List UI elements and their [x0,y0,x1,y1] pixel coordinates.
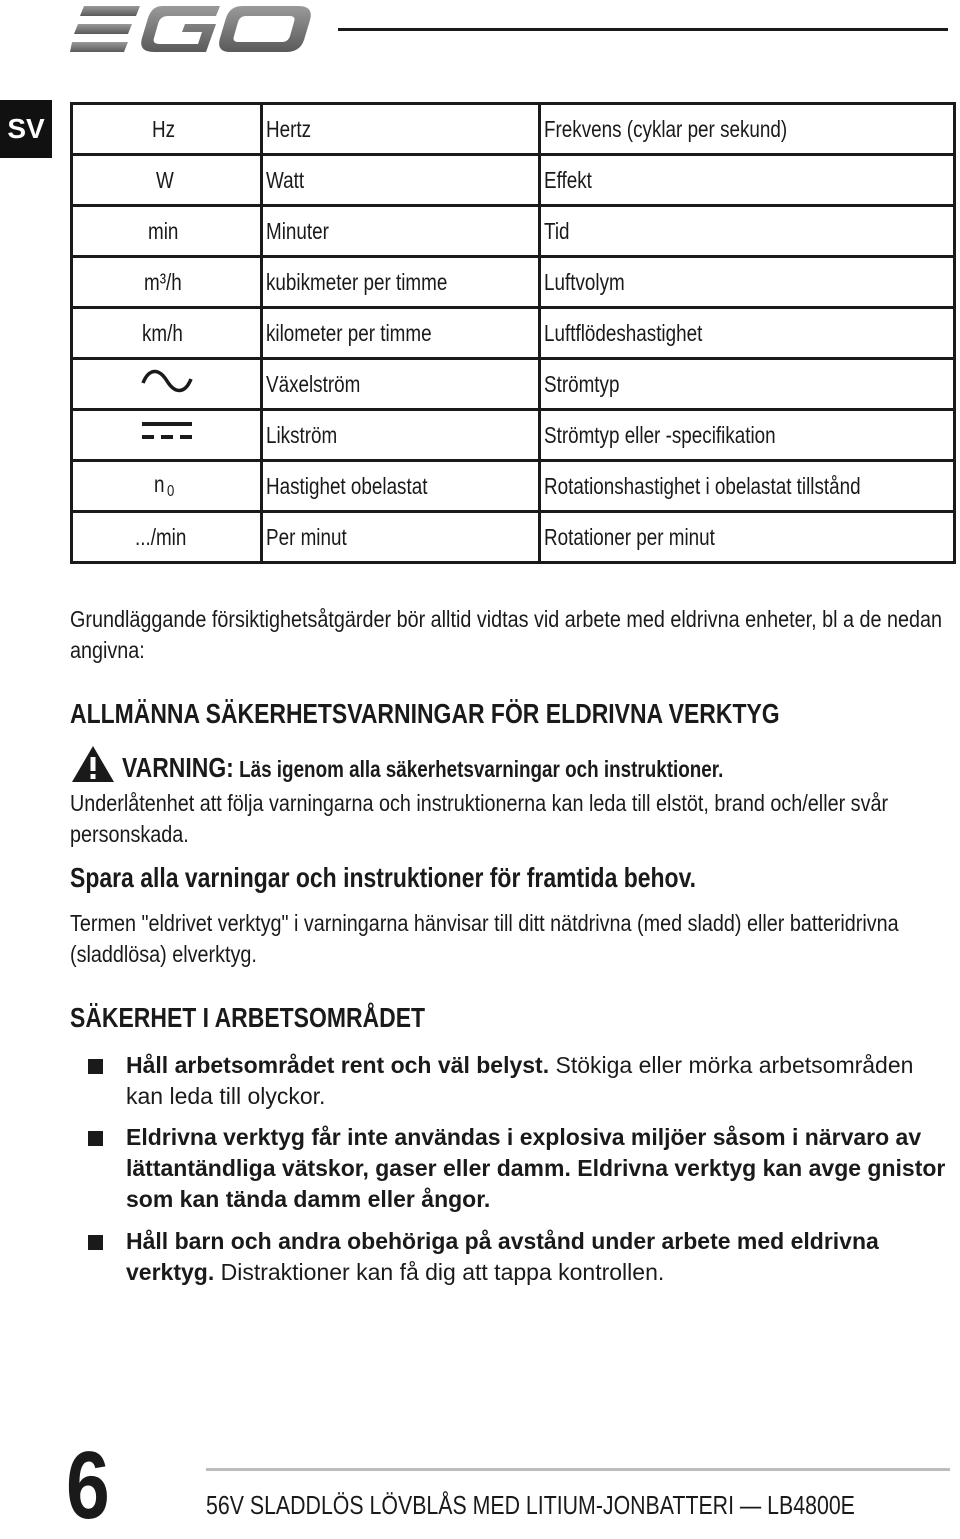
table-row [72,104,955,155]
unit-symbol: W [72,155,262,206]
unit-description: Luftvolym [540,257,955,308]
units-table [70,102,956,564]
unit-description: Rotationshastighet i obelastat tillstånd [540,461,955,512]
direct-current-icon [140,419,194,451]
table-row [72,359,955,410]
unit-symbol: .../min [72,512,262,563]
intro-paragraph: Grundläggande försiktighetsåtgärder bör alltid vidtas vid arbete med eldrivna enheter, bl a de nedan angivna: [70,606,942,663]
alternating-current-icon [140,366,194,402]
list-item: Eldrivna verktyg får inte användas i explosiva miljöer såsom i närvaro av lättantändliga vätskor, gaser eller damm. Eldrivna verktyg kan avge gnistor som kan tända damm eller ångor. [126,1124,946,1212]
unit-description: Strömtyp [540,359,955,410]
list-item: Håll barn och andra obehöriga på avstånd under arbete med eldrivna verktyg. Distraktioner kan få dig att tappa kontrollen. [126,1228,879,1285]
warning-row [70,744,950,784]
unit-description: Strömtyp eller -specifikation [540,410,955,461]
unit-name: Hastighet obelastat [262,461,540,512]
unit-name: Hertz [262,104,540,155]
unit-symbol: m³/h [72,257,262,308]
unit-description: Tid [540,206,955,257]
warning-triangle-icon [70,744,116,784]
warning-label: VARNING: [122,752,234,783]
unit-symbol: km/h [72,308,262,359]
table-row [72,410,955,461]
ego-logo [70,2,315,58]
unit-name: Watt [262,155,540,206]
unit-description: Frekvens (cyklar per sekund) [540,104,955,155]
unit-name: Minuter [262,206,540,257]
unit-name: Växelström [262,359,540,410]
warning-detail: Underlåtenhet att följa varningarna och instruktionerna kan leda till elstöt, brand och/eller svår personskada. [70,790,889,847]
unit-name: kubikmeter per timme [262,257,540,308]
table-row [72,257,955,308]
unit-description: Rotationer per minut [540,512,955,563]
header-rule [338,28,948,31]
footer-title: 56V SLADDLÖS LÖVBLÅS MED LITIUM-JONBATTERI — LB4800E [206,1490,855,1520]
table-row [72,461,955,512]
page-number: 6 [66,1432,110,1539]
save-instructions: Spara alla varningar och instruktioner för framtida behov. [70,862,697,893]
unit-symbol [72,410,262,461]
term-note: Termen "eldrivet verktyg" i varningarna hänvisar till ditt nätdrivna (med sladd) eller batteridrivna (sladdlösa) elverktyg. [70,910,899,967]
bullet-marker [88,1059,103,1074]
warning-text: Läs igenom alla säkerhetsvarningar och instruktioner. [239,756,724,782]
unit-name: kilometer per timme [262,308,540,359]
unit-name: Per minut [262,512,540,563]
section-heading-work-area: SÄKERHET I ARBETSOMRÅDET [70,1002,426,1033]
unit-symbol [72,359,262,410]
unit-name: Likström [262,410,540,461]
footer-rule [206,1468,950,1471]
section-heading-general: ALLMÄNNA SÄKERHETSVARNINGAR FÖR ELDRIVNA VERKTYG [70,698,780,729]
bullet-marker [88,1235,103,1250]
unit-description: Luftflödeshastighet [540,308,955,359]
unit-symbol: Hz [72,104,262,155]
unit-symbol: min [72,206,262,257]
table-row [72,155,955,206]
table-row [72,206,955,257]
language-tab: SV [0,100,52,158]
table-row [72,512,955,563]
list-item: Håll arbetsområdet rent och väl belyst. Stökiga eller mörka arbetsområden kan leda till olyckor. [126,1052,914,1109]
unit-symbol: n $_0$ [72,461,262,512]
table-row [72,308,955,359]
bullet-marker [88,1131,103,1146]
unit-description: Effekt [540,155,955,206]
